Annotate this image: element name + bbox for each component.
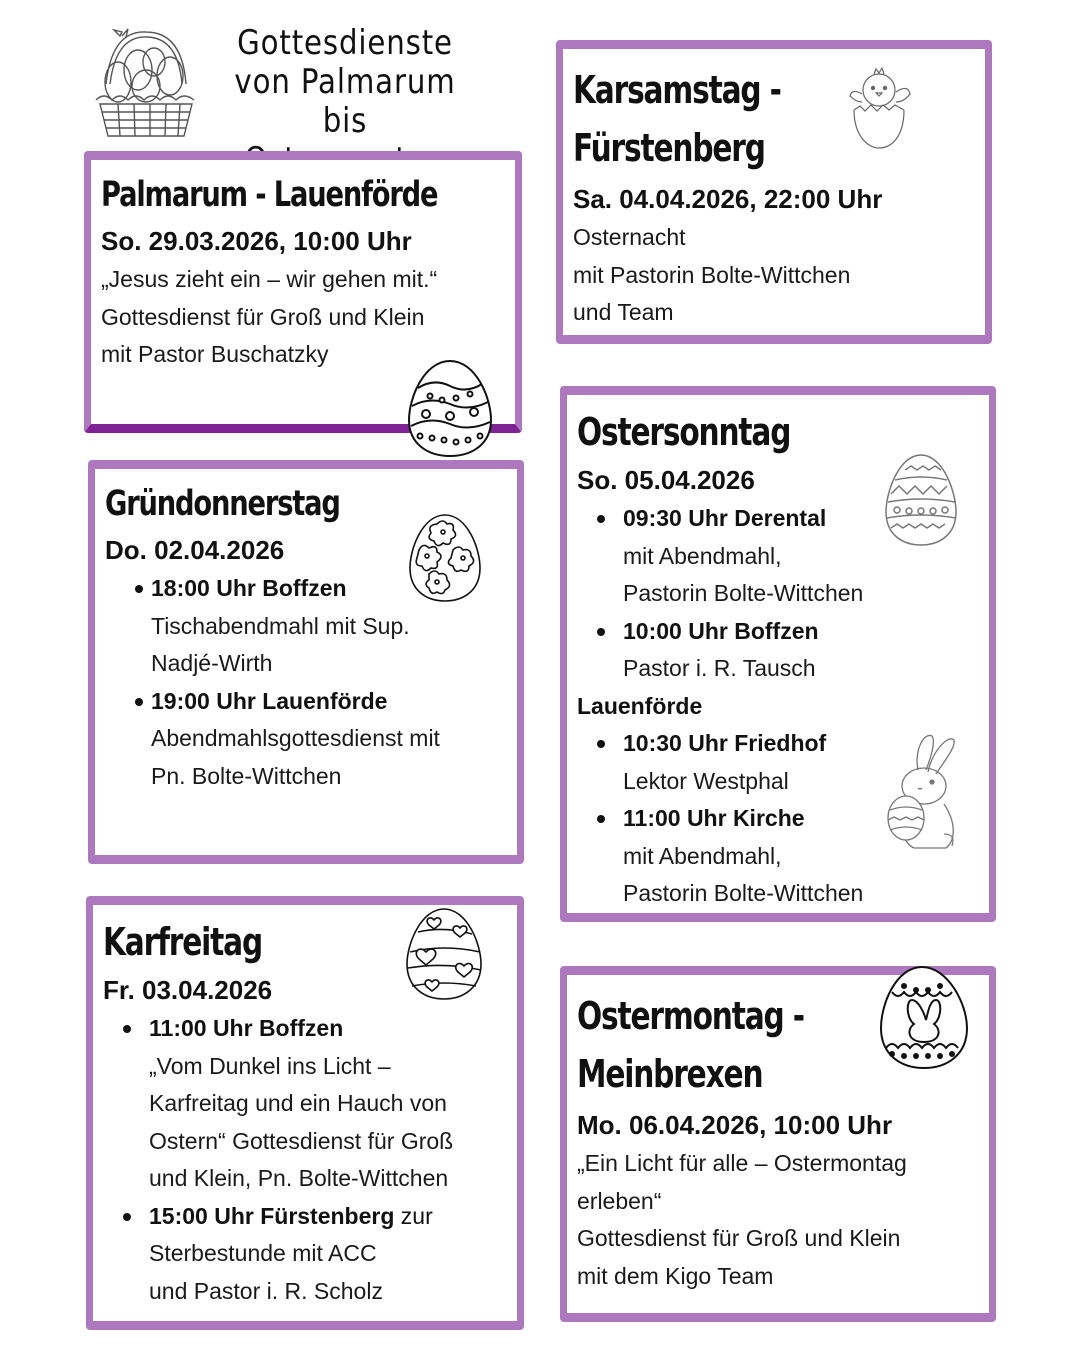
event-item (103, 1010, 507, 1198)
event-text: Abendmahlsgottesdienst mit (151, 725, 440, 752)
event-text: Pn. Bolte-Wittchen (151, 762, 342, 789)
card-date: Mo. 06.04.2026, 10:00 Uhr (577, 1110, 893, 1140)
bunny-easter-egg-icon (878, 964, 970, 1072)
location-subheading: Lauenförde (577, 692, 703, 719)
flower-easter-egg-icon (406, 358, 494, 458)
event-text: Karfreitag und ein Hauch von (149, 1090, 447, 1117)
card-date: So. 05.04.2026 (577, 465, 755, 496)
event-time-place: 09:30 Uhr Derental (623, 505, 827, 532)
zigzag-easter-egg-icon (883, 452, 959, 548)
hatching-chick-icon (846, 66, 912, 152)
card-text: mit Pastorin Bolte-Wittchen (573, 261, 851, 288)
card-title: Fürstenberg (573, 126, 765, 170)
event-item (103, 1198, 507, 1311)
title-line: von Palmarum (234, 62, 456, 102)
card-date: Do. 02.04.2026 (105, 535, 285, 566)
event-item (577, 613, 979, 688)
bullet (597, 628, 605, 636)
card-title: Karsamstag - (573, 68, 781, 112)
event-time: 15:00 Uhr Fürstenberg (149, 1202, 395, 1229)
bullet (135, 585, 143, 593)
event-time: 11:00 Uhr Boffzen (149, 1015, 344, 1042)
bullet (597, 740, 605, 748)
card-date: So. 29.03.2026, 10:00 Uhr (101, 226, 412, 257)
card-title: Meinbrexen (577, 1052, 763, 1096)
event-text: und Klein, Pn. Bolte-Wittchen (149, 1165, 449, 1192)
event-item (105, 683, 507, 796)
event-list (105, 570, 507, 795)
card-title: Palmarum - Lauenförde (101, 175, 438, 215)
event-text: Pastorin Bolte-Wittchen (623, 880, 864, 907)
event-text: Nadjé-Wirth (151, 650, 273, 677)
card-text: mit dem Kigo Team (577, 1262, 774, 1289)
bullet (123, 1025, 131, 1033)
floral-easter-egg-icon (407, 512, 483, 604)
card-text: Gottesdienst für Groß und Klein (577, 1225, 901, 1251)
card-karsamstag (556, 40, 992, 344)
bullet (123, 1213, 131, 1221)
card-title: Ostersonntag (577, 410, 791, 454)
event-text: Ostern“ Gottesdienst für Groß (149, 1127, 454, 1154)
card-title: Karfreitag (103, 920, 263, 964)
event-time-place: 10:30 Uhr Friedhof (623, 730, 827, 757)
card-text: Osternacht (573, 224, 686, 250)
card-text: Gottesdienst für Groß und Klein (101, 303, 425, 330)
event-text: „Vom Dunkel ins Licht – (149, 1052, 391, 1079)
bullet (597, 815, 605, 823)
card-title: Ostermontag - (577, 994, 804, 1038)
event-time-place: 18:00 Uhr Boffzen (151, 575, 347, 602)
event-text: Lektor Westphal (623, 767, 789, 794)
card-date: Fr. 03.04.2026 (103, 975, 273, 1006)
heart-easter-egg-icon (404, 906, 484, 1002)
event-time-place (149, 1010, 507, 1048)
event-list (103, 1010, 507, 1310)
event-text: und Pastor i. R. Scholz (149, 1277, 383, 1304)
event-time-place: 10:00 Uhr Boffzen (623, 617, 819, 644)
title-line: Gottesdienste (237, 23, 453, 63)
card-text: und Team (573, 299, 674, 325)
title-line: bis (322, 101, 368, 141)
bullet (135, 698, 143, 706)
card-text: „Ein Licht für alle – Ostermontag (577, 1150, 907, 1176)
card-text: mit Pastor Buschatzky (101, 341, 329, 368)
bunny-with-egg-icon (884, 730, 960, 854)
event-text: mit Abendmahl, (623, 542, 782, 569)
event-time-place: 19:00 Uhr Lauenförde (151, 687, 388, 714)
card-text: erleben“ (577, 1187, 662, 1214)
bullet (597, 515, 605, 523)
event-time-place: 11:00 Uhr Kirche (623, 805, 805, 832)
event-text: mit Abendmahl, (623, 842, 782, 869)
event-text: Pastor i. R. Tausch (623, 655, 816, 682)
event-text: Sterbestunde mit ACC (149, 1240, 377, 1267)
event-text: Pastorin Bolte-Wittchen (623, 580, 864, 607)
card-date: Sa. 04.04.2026, 22:00 Uhr (573, 184, 883, 214)
event-head-suffix: zur (394, 1202, 433, 1229)
easter-basket-icon (92, 24, 200, 140)
event-time-place (149, 1198, 507, 1236)
event-text: Tischabendmahl mit Sup. (151, 612, 410, 639)
card-text: „Jesus zieht ein – wir gehen mit.“ (101, 266, 438, 293)
card-title: Gründonnerstag (105, 484, 340, 524)
